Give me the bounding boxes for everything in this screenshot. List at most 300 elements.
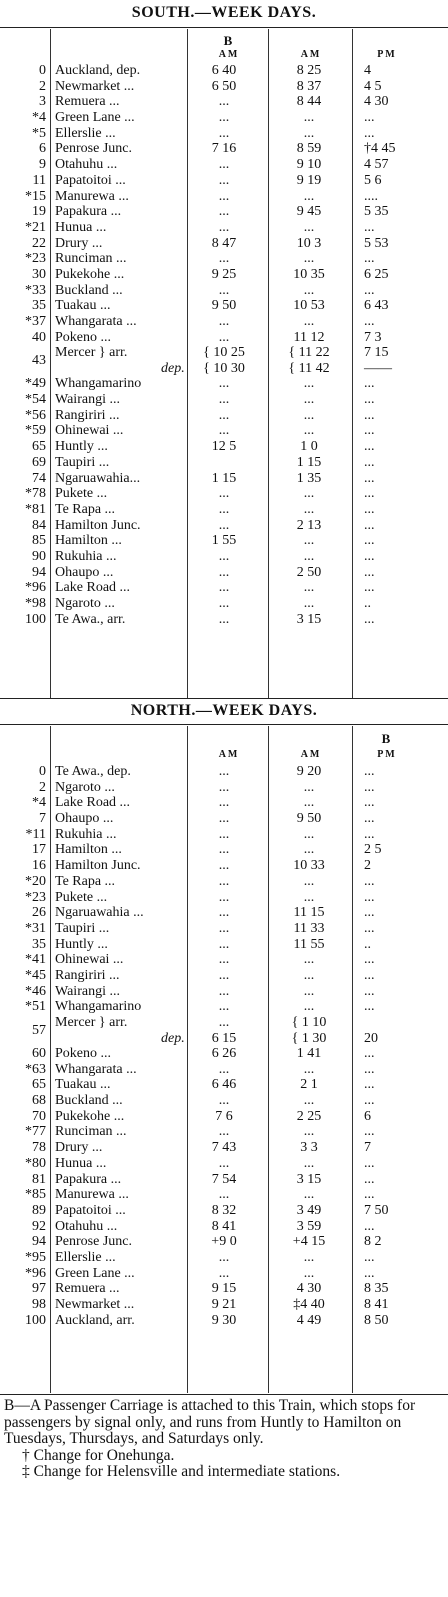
time-cell: ... [218, 1265, 230, 1281]
station-cell: Remuera ... [55, 94, 120, 110]
time-cell: ... [303, 1061, 315, 1077]
time-cell: ... [303, 596, 315, 611]
timetable-row [0, 1062, 448, 1078]
time-cell: ... [303, 1155, 315, 1171]
time-cell: ... [364, 795, 375, 811]
time-cell: ... [364, 1046, 375, 1061]
time-cell: ... [303, 251, 315, 267]
timetable-row [0, 518, 448, 534]
mileage-cell: 84 [32, 517, 46, 533]
south-col1-header: A M [218, 49, 238, 60]
time-cell: ... [218, 983, 230, 999]
north-top-rule [0, 724, 448, 725]
timetable-row [0, 1203, 448, 1219]
mileage-cell: 35 [32, 298, 46, 314]
time-cell: 11 33 [293, 920, 325, 936]
south-rows [0, 63, 448, 627]
timetable-row [0, 858, 448, 874]
time-cell: ... [303, 779, 315, 795]
mileage-cell: *85 [25, 1187, 46, 1203]
mileage-cell: 94 [32, 564, 46, 580]
time-cell: ... [218, 826, 230, 842]
time-cell: 11 55 [293, 936, 325, 952]
north-col1-header: A M [218, 749, 238, 760]
time-cell: 8 35 [364, 1281, 389, 1297]
station-cell: Auckland, dep. [55, 63, 141, 78]
time-cell: 9 21 [211, 1297, 237, 1312]
station-cell: Green Lane ... [55, 110, 135, 126]
timetable-row [0, 408, 448, 424]
station-arr-label: Mercer } arr. [55, 1015, 128, 1030]
timetable-row [0, 376, 448, 392]
station-cell: Hunua ... [55, 219, 107, 235]
time-cell: ... [218, 920, 230, 936]
time-cell: 8 37 [296, 78, 322, 94]
time-cell: ... [364, 1124, 375, 1140]
time-cell: 1 35 [296, 470, 322, 486]
timetable-row [0, 1297, 448, 1313]
timetable-row [0, 937, 448, 953]
station-cell: Ngaroto ... [55, 779, 115, 795]
time-cell: ... [218, 517, 230, 533]
mileage-cell: *21 [25, 219, 46, 235]
time-cell: 2 5 [364, 842, 382, 858]
mileage-cell: 7 [39, 811, 46, 827]
timetable-row [0, 1046, 448, 1062]
time-cell: ... [364, 1077, 375, 1093]
time-cell: ... [218, 779, 230, 795]
north-col2-header: A M [300, 749, 320, 760]
time-cell: ... [218, 795, 230, 811]
time-cell: ... [218, 1061, 230, 1077]
mileage-cell: 100 [25, 1312, 46, 1328]
station-dep-label: dep. [161, 1030, 185, 1046]
mileage-cell: *15 [25, 188, 46, 204]
time-cell: ... [218, 1187, 230, 1203]
station-cell: Rangiriri ... [55, 407, 120, 423]
time-cell: 3 59 [296, 1218, 322, 1234]
timetable-row [0, 1015, 448, 1046]
time-cell: 3 15 [296, 611, 322, 627]
station-cell: Pukekohe ... [55, 1108, 125, 1124]
time-cell: ... [218, 580, 230, 596]
time-cell: ... [218, 873, 230, 889]
mileage-cell: 69 [32, 454, 46, 470]
time-cell: ... [364, 1061, 375, 1077]
time-cell: ... [218, 596, 230, 611]
north-divider-rule [0, 698, 448, 699]
mileage-cell: 70 [32, 1108, 46, 1124]
mileage-cell: 94 [32, 1234, 46, 1250]
time-cell: ... [218, 423, 230, 439]
timetable-row [0, 471, 448, 487]
timetable-row [0, 874, 448, 890]
time-cell [356, 1015, 424, 1046]
station-cell: Te Awa., dep. [55, 764, 131, 779]
mileage-cell: 98 [32, 1297, 46, 1312]
time-cell: ... [364, 873, 375, 889]
timetable-row [0, 1156, 448, 1172]
station-cell: Ohinewai ... [55, 423, 124, 439]
time-cell: 9 20 [296, 764, 322, 779]
time-cell: 5 35 [364, 204, 389, 220]
time-cell: ... [218, 392, 230, 408]
timetable-row [0, 157, 448, 173]
time-cell: 6 [364, 1108, 371, 1124]
mileage-cell: 89 [32, 1202, 46, 1218]
footnote-double-dagger: ‡ Change for Helensville and intermediate stations. [22, 1463, 341, 1480]
time-cell: 1 41 [296, 1046, 322, 1061]
time-cell: ... [303, 282, 315, 298]
time-cell: ... [364, 811, 375, 827]
time-cell: ... [364, 439, 375, 455]
time-cell: 7 50 [364, 1202, 389, 1218]
mileage-cell: 30 [32, 266, 46, 282]
footnotes [4, 1398, 442, 1481]
time-dep: { 1 30 [291, 1030, 327, 1046]
time-cell: ... [218, 486, 230, 502]
time-cell: 9 15 [211, 1281, 237, 1297]
time-cell: ... [364, 125, 375, 141]
time-cell: 9 10 [296, 157, 322, 173]
time-cell: ... [364, 611, 375, 627]
time-cell: ... [364, 905, 375, 921]
station-cell: Ngaroto ... [55, 596, 115, 611]
station-cell: Ellerslie ... [55, 1249, 116, 1265]
time-cell: ... [303, 188, 315, 204]
time-cell: 10 35 [293, 266, 325, 282]
time-cell: 2 13 [296, 517, 322, 533]
north-rows [0, 764, 448, 1328]
timetable-row [0, 1140, 448, 1156]
time-cell [270, 345, 348, 376]
time-cell: ... [303, 999, 315, 1015]
station-cell: Ngaruawahia... [55, 470, 141, 486]
station-cell: Pukekohe ... [55, 266, 125, 282]
time-cell: ... [364, 983, 375, 999]
time-cell: 7 [364, 1140, 371, 1156]
time-cell: ... [218, 889, 230, 905]
time-cell: ... [303, 407, 315, 423]
time-cell: ... [303, 376, 315, 392]
time-cell [270, 1015, 348, 1046]
time-cell: ... [218, 1124, 230, 1140]
station-cell: Runciman ... [55, 251, 127, 267]
time-cell: ... [218, 314, 230, 329]
timetable-row [0, 1281, 448, 1297]
time-cell: ... [364, 826, 375, 842]
time-arr: ... [218, 1015, 230, 1030]
time-cell: 8 32 [211, 1202, 237, 1218]
mileage-cell: 81 [32, 1171, 46, 1187]
timetable-row [0, 952, 448, 968]
mileage-cell: *95 [25, 1249, 46, 1265]
time-cell: ... [218, 967, 230, 983]
time-cell: ... [303, 125, 315, 141]
time-cell: ... [364, 548, 375, 564]
south-col3-header: P M [377, 49, 395, 60]
time-cell: 8 44 [296, 94, 322, 110]
time-cell: 6 25 [364, 266, 389, 282]
time-cell: ... [303, 873, 315, 889]
station-cell: Buckland ... [55, 1093, 123, 1109]
station-cell: Te Awa., arr. [55, 611, 126, 627]
south-heading: SOUTH.—WEEK DAYS. [131, 4, 317, 21]
timetable-row [0, 921, 448, 937]
timetable-row [0, 502, 448, 518]
time-cell: ... [364, 110, 375, 126]
time-dep: 20 [364, 1030, 378, 1046]
timetable-row [0, 811, 448, 827]
time-cell: ... [364, 564, 375, 580]
mileage-cell: *59 [25, 423, 46, 439]
timetable-row [0, 968, 448, 984]
time-cell: 8 41 [211, 1218, 237, 1234]
station-cell: Whangamarino [55, 999, 142, 1015]
time-cell: 8 25 [296, 63, 322, 78]
timetable-row [0, 236, 448, 252]
time-cell: 5 6 [364, 172, 382, 188]
time-cell: ... [364, 889, 375, 905]
station-cell: Hamilton Junc. [55, 858, 141, 874]
timetable-row [0, 1109, 448, 1125]
mileage-cell: *78 [25, 486, 46, 502]
mileage-cell: 19 [32, 204, 46, 220]
time-cell: ... [364, 580, 375, 596]
time-cell: 4 30 [296, 1281, 322, 1297]
time-cell: ... [218, 952, 230, 968]
time-cell: ... [218, 219, 230, 235]
timetable-row [0, 549, 448, 565]
time-cell: 9 50 [211, 298, 237, 314]
timetable-row [0, 314, 448, 330]
time-cell: ... [364, 1249, 375, 1265]
north-col3-header: P M [377, 749, 395, 760]
time-cell: ... [303, 314, 315, 329]
mileage-cell: 16 [32, 858, 46, 874]
timetable-row [0, 110, 448, 126]
timetable-row [0, 298, 448, 314]
timetable-row [0, 439, 448, 455]
time-cell: ... [218, 1093, 230, 1109]
time-cell: ... [364, 1155, 375, 1171]
time-cell: ... [364, 920, 375, 936]
mileage-cell: 9 [39, 157, 46, 173]
time-cell: ... [218, 858, 230, 874]
mileage-cell: 2 [39, 78, 46, 94]
time-cell: ... [303, 842, 315, 858]
mileage-cell: *11 [25, 826, 46, 842]
time-cell: ... [218, 329, 230, 345]
station-cell: Pukete ... [55, 889, 108, 905]
time-cell: 2 25 [296, 1108, 322, 1124]
station-cell: Tuakau ... [55, 298, 111, 314]
timetable-row [0, 63, 448, 79]
time-cell: 9 25 [211, 266, 237, 282]
timetable-row [0, 565, 448, 581]
mileage-cell: 65 [32, 439, 46, 455]
station-cell: Otahuhu ... [55, 157, 118, 173]
time-cell: ... [303, 580, 315, 596]
time-cell: ... [218, 842, 230, 858]
mileage-cell: 3 [39, 94, 46, 110]
time-cell: 8 2 [364, 1234, 382, 1250]
mileage-cell: *33 [25, 282, 46, 298]
timetable-row [0, 486, 448, 502]
time-dep: { 10 30 [203, 360, 245, 376]
mileage-cell: *23 [25, 251, 46, 267]
time-cell: 3 15 [296, 1171, 322, 1187]
footnote-rule [0, 1394, 448, 1395]
time-cell: ... [303, 486, 315, 502]
time-cell: ‡4 40 [293, 1297, 325, 1312]
time-cell: 10 3 [296, 235, 322, 251]
mileage-cell: *56 [25, 407, 46, 423]
time-cell: ... [218, 188, 230, 204]
time-cell: ... [364, 517, 375, 533]
timetable-row [0, 984, 448, 1000]
station-cell: Otahuhu ... [55, 1218, 118, 1234]
time-cell: ... [303, 1124, 315, 1140]
station-cell: Rukuhia ... [55, 548, 117, 564]
station-cell: Remuera ... [55, 1281, 120, 1297]
time-cell: ... [364, 219, 375, 235]
station-cell: Drury ... [55, 1140, 103, 1156]
time-cell: ... [364, 407, 375, 423]
station-cell: Hunua ... [55, 1155, 107, 1171]
time-cell: 8 59 [296, 141, 322, 157]
timetable-row [0, 141, 448, 157]
footnote-b: B—A Passenger Carriage is attached to this Train, which stops for passengers by signal only, and runs from Huntly to Hamilton on Tuesdays, Thursdays, and Saturdays only. [4, 1397, 416, 1447]
station-cell: Wairangi ... [55, 392, 120, 408]
station-cell: Ohaupo ... [55, 564, 114, 580]
time-cell: ... [303, 110, 315, 126]
mileage-cell: *45 [25, 967, 46, 983]
timetable-row [0, 423, 448, 439]
time-cell: 9 30 [211, 1312, 237, 1328]
station-cell: Papakura ... [55, 204, 122, 220]
time-cell: ... [364, 1093, 375, 1109]
mileage-cell: 0 [39, 63, 46, 78]
mileage-cell: 60 [32, 1046, 46, 1061]
time-cell: ... [218, 501, 230, 517]
station-cell: Whangamarino [55, 376, 142, 392]
mileage-cell: *80 [25, 1155, 46, 1171]
station-cell: Hamilton ... [55, 533, 122, 549]
mileage-cell: 68 [32, 1093, 46, 1109]
mileage-cell: *51 [25, 999, 46, 1015]
station-arr-label: Mercer } arr. [55, 345, 128, 361]
mileage-cell: *98 [25, 596, 46, 611]
time-cell: 4 30 [364, 94, 389, 110]
timetable-row [0, 764, 448, 780]
station-cell: Newmarket ... [55, 1297, 135, 1312]
mileage-cell: *77 [25, 1124, 46, 1140]
time-arr: { 10 25 [203, 345, 245, 361]
mileage-cell: 97 [32, 1281, 46, 1297]
mileage-cell: *41 [25, 952, 46, 968]
time-cell: ... [218, 1155, 230, 1171]
time-cell: ... [218, 564, 230, 580]
station-cell: Papakura ... [55, 1171, 122, 1187]
time-cell: ... [364, 470, 375, 486]
time-cell: ... [218, 251, 230, 267]
time-cell: .... [364, 188, 378, 204]
time-cell: 11 12 [293, 329, 325, 345]
time-cell [188, 345, 260, 376]
station-cell: Papatoitoi ... [55, 1202, 126, 1218]
timetable-row [0, 455, 448, 471]
time-cell: ... [218, 125, 230, 141]
mileage-cell: *20 [25, 873, 46, 889]
time-cell: ... [364, 251, 375, 267]
time-cell: 3 3 [300, 1140, 318, 1156]
station-cell: Auckland, arr. [55, 1312, 135, 1328]
timetable-row [0, 392, 448, 408]
time-cell: ... [303, 548, 315, 564]
time-cell: ... [303, 1265, 315, 1281]
mileage-cell: 43 [32, 353, 46, 369]
time-cell: ... [218, 204, 230, 220]
time-cell: 6 26 [211, 1046, 237, 1061]
time-cell: ... [364, 1218, 375, 1234]
timetable-row [0, 1234, 448, 1250]
timetable-row [0, 126, 448, 142]
mileage-cell: *96 [25, 580, 46, 596]
time-cell: ... [303, 533, 315, 549]
station-cell: Tuakau ... [55, 1077, 111, 1093]
time-cell: 2 [364, 858, 371, 874]
time-cell: ... [303, 952, 315, 968]
time-cell: 6 50 [211, 78, 237, 94]
time-cell: ... [364, 454, 375, 470]
time-cell: ... [303, 983, 315, 999]
timetable-row [0, 204, 448, 220]
time-cell: .. [364, 596, 371, 611]
station-cell: Ngaruawahia ... [55, 905, 144, 921]
timetable-row [0, 842, 448, 858]
time-cell: 7 43 [211, 1140, 237, 1156]
station-cell: Rukuhia ... [55, 826, 117, 842]
station-cell: Pokeno ... [55, 1046, 111, 1061]
timetable-row [0, 1172, 448, 1188]
time-cell: 1 15 [296, 454, 322, 470]
station-cell: Runciman ... [55, 1124, 127, 1140]
timetable-row [0, 999, 448, 1015]
time-cell: ... [218, 407, 230, 423]
south-col2-header: A M [300, 49, 320, 60]
station-cell: Huntly ... [55, 936, 108, 952]
timetable-row [0, 251, 448, 267]
station-cell: Taupiri ... [55, 454, 110, 470]
time-cell: +4 15 [292, 1234, 326, 1250]
time-cell: ... [303, 889, 315, 905]
mileage-cell: *4 [32, 795, 46, 811]
station-cell: Ohaupo ... [55, 811, 114, 827]
time-cell: ... [303, 219, 315, 235]
timetable-row [0, 173, 448, 189]
station-cell: Rangiriri ... [55, 967, 120, 983]
mileage-cell: 2 [39, 779, 46, 795]
time-cell: 4 57 [364, 157, 389, 173]
south-col-b-marker: B [223, 33, 233, 48]
mileage-cell: 78 [32, 1140, 46, 1156]
timetable-row [0, 905, 448, 921]
time-cell: †4 45 [364, 141, 396, 157]
timetable-row [0, 1093, 448, 1109]
timetable-row [0, 580, 448, 596]
time-arr: { 1 10 [291, 1015, 327, 1030]
